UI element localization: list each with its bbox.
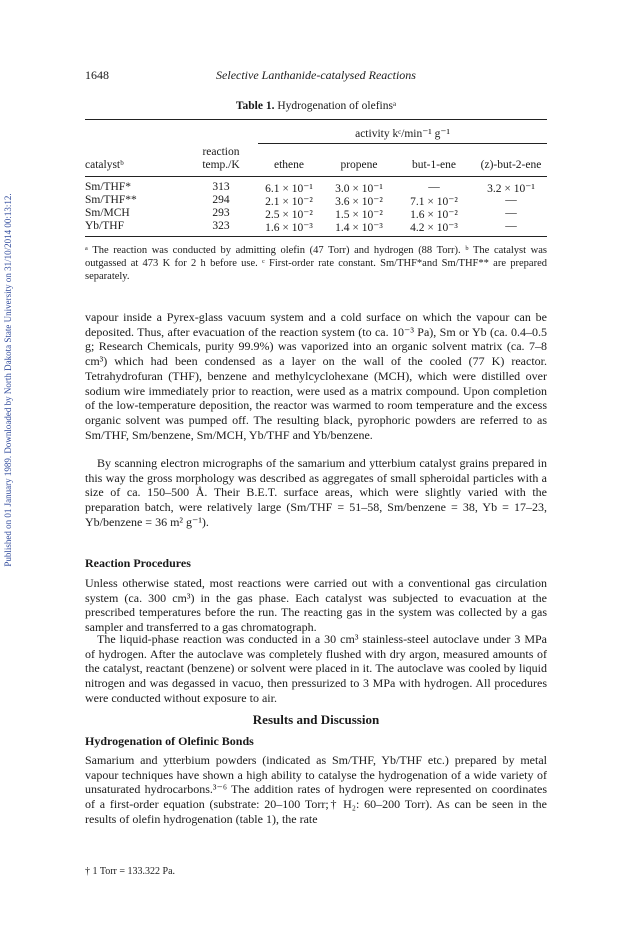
cell-z-butene: —: [505, 207, 517, 219]
body-paragraph-4: The liquid-phase reaction was conducted in a 30 cm³ stainless-steel autoclave under 3 MPa of hydrogen. After the autoclave was completely flushed with dry argon, measured amounts of the catalyst, reactant (benzene) or solvent were placed in it. The autoclave was cooled by liquid nitrogen and was degassed in vacuo, then pressurized to 3 MPa with hydrogen. All procedures were conducted without exposure to air.: [85, 632, 547, 705]
cell-propene: 1.4 × 10⁻³: [335, 222, 383, 234]
cell-temp: 293: [212, 207, 230, 219]
col-header-catalyst: catalystᵇ: [85, 159, 124, 171]
cell-ethene: 2.1 × 10⁻²: [265, 196, 313, 208]
activity-group-header: activity kᶜ/min⁻¹ g⁻¹: [355, 128, 450, 140]
body-paragraph-3: Unless otherwise stated, most reactions were carried out with a conventional gas circulation system (ca. 300 cm³) in the gas phase. Each catalyst was subjected to evacuation at the prescribed temperatures before the run. The reacting gas in the system was collected by a gas sampler and transferred to a gas chromatograph.: [85, 576, 547, 635]
cell-ethene: 1.6 × 10⁻³: [265, 222, 313, 234]
cell-butene: —: [428, 181, 440, 193]
col-header-ethene: ethene: [273, 159, 304, 171]
body-paragraph-5: Samarium and ytterbium powders (indicated as Sm/THF, Yb/THF etc.) prepared by metal vapour techniques have shown a high ability to catalyse the hydrogenation of a wide variety of unsaturated hydrocarbons.³⁻⁶ The addition rates of hydrogen were represented on coordinates of a first-order equation (substrate: 20–100 Torr;† H₂: 60–200 Torr). As can be seen in the results of olefin hydrogenation (table 1), the rate: [85, 753, 547, 826]
table-caption-label: Table 1.: [235, 100, 275, 112]
col-header-butene: but-1-ene: [411, 159, 457, 171]
cell-z-butene: 3.2 × 10⁻¹: [487, 183, 535, 195]
table-bottom-rule: [85, 236, 547, 237]
subheading-reaction-procedures: Reaction Procedures: [85, 556, 191, 570]
cell-catalyst: Sm/THF*: [85, 181, 132, 193]
cell-propene: 3.6 × 10⁻²: [335, 196, 383, 208]
page-footnote: † 1 Torr = 133.322 Pa.: [85, 866, 176, 877]
col-header-temp-line1: reaction: [202, 146, 240, 158]
table-caption-text: Hydrogenation of olefinsᵃ: [277, 100, 397, 112]
page-header: [85, 68, 547, 86]
cell-catalyst: Sm/THF**: [85, 194, 137, 206]
cell-catalyst: Yb/THF: [85, 220, 124, 232]
cell-catalyst: Sm/MCH: [85, 207, 130, 219]
section-heading-results: Results and Discussion: [252, 712, 380, 727]
download-watermark-text: Published on 01 January 1989. Downloaded by North Dakota State University on 31/10/2014 00:13:12.: [3, 193, 13, 567]
body-paragraph-2: By scanning electron micrographs of the samarium and ytterbium catalyst grains prepared in this way the gross morphology was described as aggregates of small spheroidal particles with a size of ca. 150–500 Å. Their B.E.T. surface areas, which were slightly varied with the preparation batch, were relatively large (Sm/THF = 51–58, Sm/benzene = 38, Yb = 17–23, Yb/benzene = 36 m² g⁻¹).: [85, 456, 547, 529]
cell-z-butene: —: [505, 194, 517, 206]
cell-temp: 323: [212, 220, 230, 232]
cell-ethene: 6.1 × 10⁻¹: [265, 183, 313, 195]
page-number: 1648: [85, 68, 109, 82]
table-caption: [85, 100, 547, 112]
col-header-temp-line2: temp./K: [202, 159, 240, 171]
cell-butene: 7.1 × 10⁻²: [410, 196, 458, 208]
running-title: Selective Lanthanide-catalysed Reactions: [216, 68, 416, 82]
col-header-propene: propene: [340, 159, 378, 171]
cell-propene: 1.5 × 10⁻²: [335, 209, 383, 221]
activity-group-rule: [258, 143, 547, 144]
col-header-z-butene: (z)-but-2-ene: [480, 159, 542, 171]
subheading-olefin-hydrogenation: Hydrogenation of Olefinic Bonds: [85, 734, 254, 748]
download-watermark: [0, 120, 16, 640]
table-top-rule: [85, 119, 547, 120]
cell-butene: 1.6 × 10⁻²: [410, 209, 458, 221]
cell-temp: 313: [212, 181, 230, 193]
cell-z-butene: —: [505, 220, 517, 232]
cell-butene: 4.2 × 10⁻³: [410, 222, 458, 234]
body-paragraph-1: vapour inside a Pyrex-glass vacuum system and a cold surface on which the vapour can be deposited. Thus, after evacuation of the reaction system (to ca. 10⁻³ Pa), Sm or Yb (ca. 0.4–0.5 g; Research Chemicals, purity 99.9%) was vaporized into an organic solvent matrix (ca. 7–8 cm³) which had been condensed as a layer on the wall of the cooled (77 K) reactor. Tetrahydrofuran (THF), benzene and methylcyclohexane (MCH), which were distilled over sodium wire immediately prior to reaction, were used as a matrix compound. Upon completion of the low-temperature deposition, the reactor was warmed to room temperature and the excess organic solvent was pumped off. The resulting black, pyrophoric powders are referred to as Sm/THF, Sm/benzene, Sm/MCH, Yb/THF and Yb/benzene.: [85, 310, 547, 442]
table-footnote: ᵃ The reaction was conducted by admitting olefin (47 Torr) and hydrogen (88 Torr). ᵇ The catalyst was outgassed at 473 K for 2 h before use. ᶜ First-order rate constant. Sm/THF*and Sm/THF** are prepared separately.: [85, 245, 547, 282]
table-header-rule: [85, 176, 547, 177]
cell-propene: 3.0 × 10⁻¹: [335, 183, 383, 195]
cell-temp: 294: [212, 194, 230, 206]
cell-ethene: 2.5 × 10⁻²: [265, 209, 313, 221]
